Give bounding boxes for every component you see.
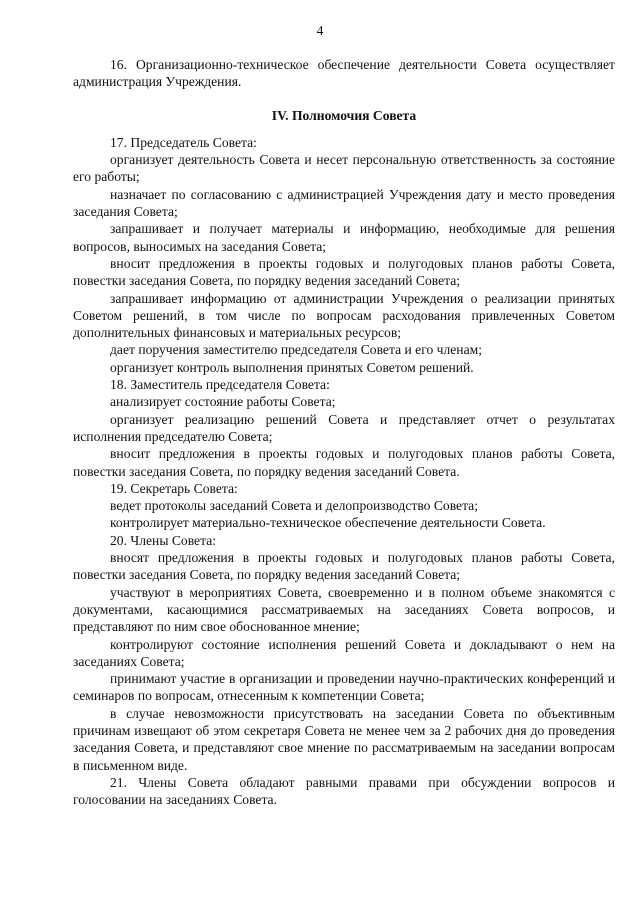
list-item: участвуют в мероприятиях Совета, своевременно и в полном объеме знакомятся с документами, касающимися рассматриваемых на заседаниях Совета вопросов, и представляют по ним свое обоснованное мнение; [73, 584, 615, 635]
list-item: организует деятельность Совета и несет персональную ответственность за состояние его работы; [73, 152, 615, 185]
list-item: ведет протоколы заседаний Совета и делопроизводство Совета; [110, 498, 478, 514]
list-item: контролируют состояние исполнения решений Совета и докладывают о нем на заседаниях Совета; [73, 636, 615, 669]
list-item: принимают участие в организации и проведении научно-практических конференций и семинаров по вопросам, отнесенным к компетенции Совета; [73, 671, 615, 704]
list-item: вносит предложения в проекты годовых и полугодовых планов работы Совета, повестки заседания Совета, по порядку ведения заседаний Совета; [73, 255, 615, 289]
paragraph-16: 16. Организационно-техническое обеспечение деятельности Совета осуществляет администрация Учреждения. [73, 57, 615, 90]
list-item: контролирует материально-техническое обеспечение деятельности Совета. [110, 515, 546, 531]
list-item: в случае невозможности присутствовать на заседании Совета по объективным причинам извещают об этом секретаря Совета не менее чем за 2 рабочих дня до проведения заседания Совета, и представляют свое мнение по рассматриваемым на заседании вопросам в письменном виде. [73, 705, 615, 773]
list-item: организует реализацию решений Совета и представляет отчет о результатах исполнения председателю Совета; [73, 411, 615, 444]
paragraph-17: 17. Председатель Совета: [110, 134, 257, 150]
list-item: запрашивает и получает материалы и информацию, необходимые для решения вопросов, выносимых на заседания Совета; [73, 221, 615, 254]
list-item: анализирует состояние работы Совета; [110, 394, 336, 410]
paragraph-21: 21. Члены Совета обладают равными правами при обсуждении вопросов и голосовании на заседаниях Совета. [73, 774, 615, 808]
document-body [73, 56, 615, 808]
list-item: запрашивает информацию от администрации Учреждения о реализации принятых Советом решений, в том числе по вопросам расходования привлеченных Советом дополнительных финансовых и материальных ресурсов; [73, 290, 615, 341]
list-item: вносят предложения в проекты годовых и полугодовых планов работы Совета, повестки заседания Совета, по порядку ведения заседаний Совета; [73, 550, 615, 583]
page-number: 4 [316, 23, 324, 38]
section-heading: IV. Полномочия Совета [271, 107, 417, 123]
paragraph-20: 20. Члены Совета: [110, 532, 217, 548]
list-item: дает поручения заместителю председателя Совета и его членам; [110, 342, 482, 358]
paragraph-18: 18. Заместитель председателя Совета: [110, 377, 330, 393]
list-item: назначает по согласованию с администрацией Учреждения дату и место проведения заседания Совета; [73, 186, 615, 220]
list-item: организует контроль выполнения принятых Советом решений. [110, 359, 474, 375]
list-item: вносит предложения в проекты годовых и полугодовых планов работы Совета, повестки заседания Совета, по порядку ведения заседаний Совета. [73, 446, 615, 479]
paragraph-19: 19. Секретарь Совета: [110, 480, 238, 496]
